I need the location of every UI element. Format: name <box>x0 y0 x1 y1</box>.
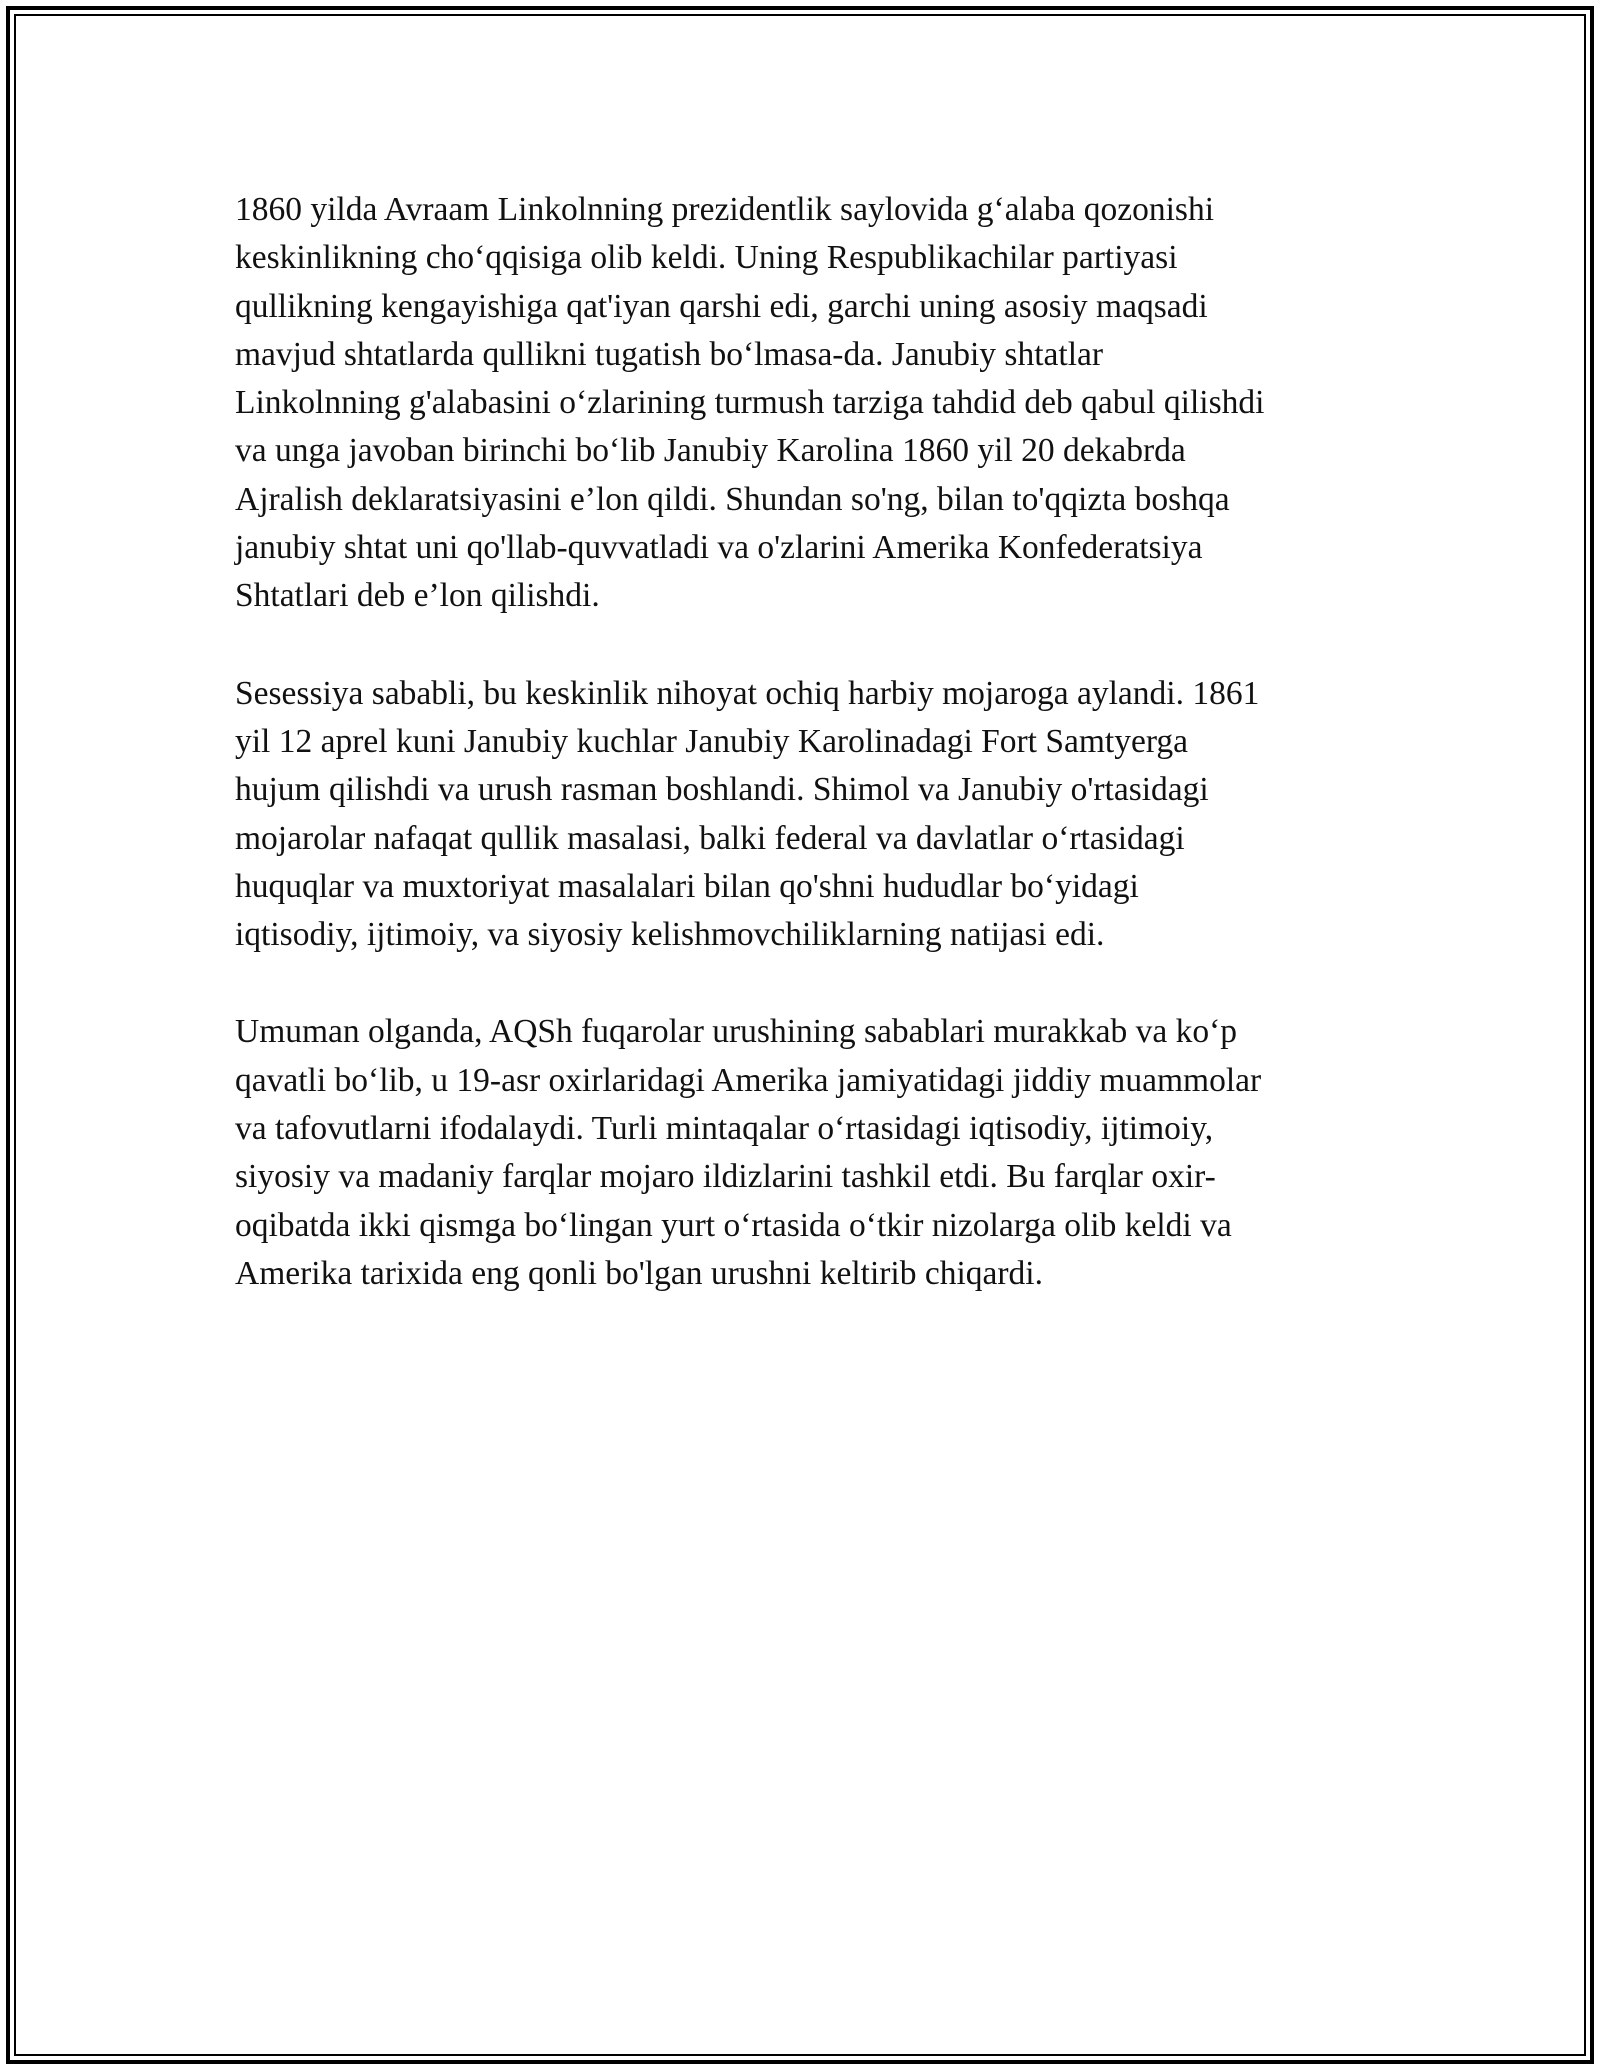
text-line: Sesessiya sababli, bu keskinlik nihoyat ochiq harbiy mojaroga aylandi. 1861 <box>235 674 1260 712</box>
text-line: mojarolar nafaqat qullik masalasi, balki federal va davlatlar o‘rtasidagi <box>235 819 1185 857</box>
text-line: Amerika tarixida eng qonli bo'lgan urushni keltirib chiqardi. <box>235 1254 1043 1292</box>
paragraph-2 <box>235 670 1375 960</box>
text-line: Shtatlari deb e’lon qilishdi. <box>235 577 600 615</box>
text-line: Umuman olganda, AQSh fuqarolar urushining sabablari murakkab va ko‘p <box>235 1013 1237 1051</box>
text-line: oqibatda ikki qismga bo‘lingan yurt o‘rtasida o‘tkir nizolarga olib keldi va <box>235 1206 1232 1244</box>
text-line: va tafovutlarni ifodalaydi. Turli mintaqalar o‘rtasidagi iqtisodiy, ijtimoiy, <box>235 1110 1214 1148</box>
paragraph-3 <box>235 1008 1375 1298</box>
text-line: keskinlikning cho‘qqisiga olib keldi. Uning Respublikachilar partiyasi <box>235 239 1178 277</box>
text-line: huquqlar va muxtoriyat masalalari bilan qo'shni hududlar bo‘yidagi <box>235 867 1139 905</box>
paragraph-1 <box>235 186 1375 621</box>
text-line: hujum qilishdi va urush rasman boshlandi. Shimol va Janubiy o'rtasidagi <box>235 771 1209 809</box>
text-line: iqtisodiy, ijtimoiy, va siyosiy kelishmovchiliklarning natijasi edi. <box>235 916 1105 954</box>
text-line: qavatli bo‘lib, u 19-asr oxirlaridagi Amerika jamiyatidagi jiddiy muammolar <box>235 1061 1262 1099</box>
document-body <box>235 186 1375 1347</box>
text-line: mavjud shtatlarda qullikni tugatish bo‘lmasa-da. Janubiy shtatlar <box>235 335 1104 373</box>
text-line: janubiy shtat uni qo'llab-quvvatladi va o'zlarini Amerika Konfederatsiya <box>235 529 1203 567</box>
text-line: qullikning kengayishiga qat'iyan qarshi edi, garchi uning asosiy maqsadi <box>235 287 1208 325</box>
text-line: Linkolnning g'alabasini o‘zlarining turmush tarziga tahdid deb qabul qilishdi <box>235 384 1265 422</box>
text-line: va unga javoban birinchi bo‘lib Janubiy Karolina 1860 yil 20 dekabrda <box>235 432 1186 470</box>
text-line: Ajralish deklaratsiyasini e’lon qildi. Shundan so'ng, bilan to'qqizta boshqa <box>235 480 1230 518</box>
text-line: yil 12 aprel kuni Janubiy kuchlar Janubiy Karolinadagi Fort Samtyerga <box>235 722 1188 760</box>
text-line: siyosiy va madaniy farqlar mojaro ildizlarini tashkil etdi. Bu farqlar oxir- <box>235 1158 1216 1196</box>
text-line: 1860 yilda Avraam Linkolnning prezidentlik saylovida g‘alaba qozonishi <box>235 191 1215 228</box>
